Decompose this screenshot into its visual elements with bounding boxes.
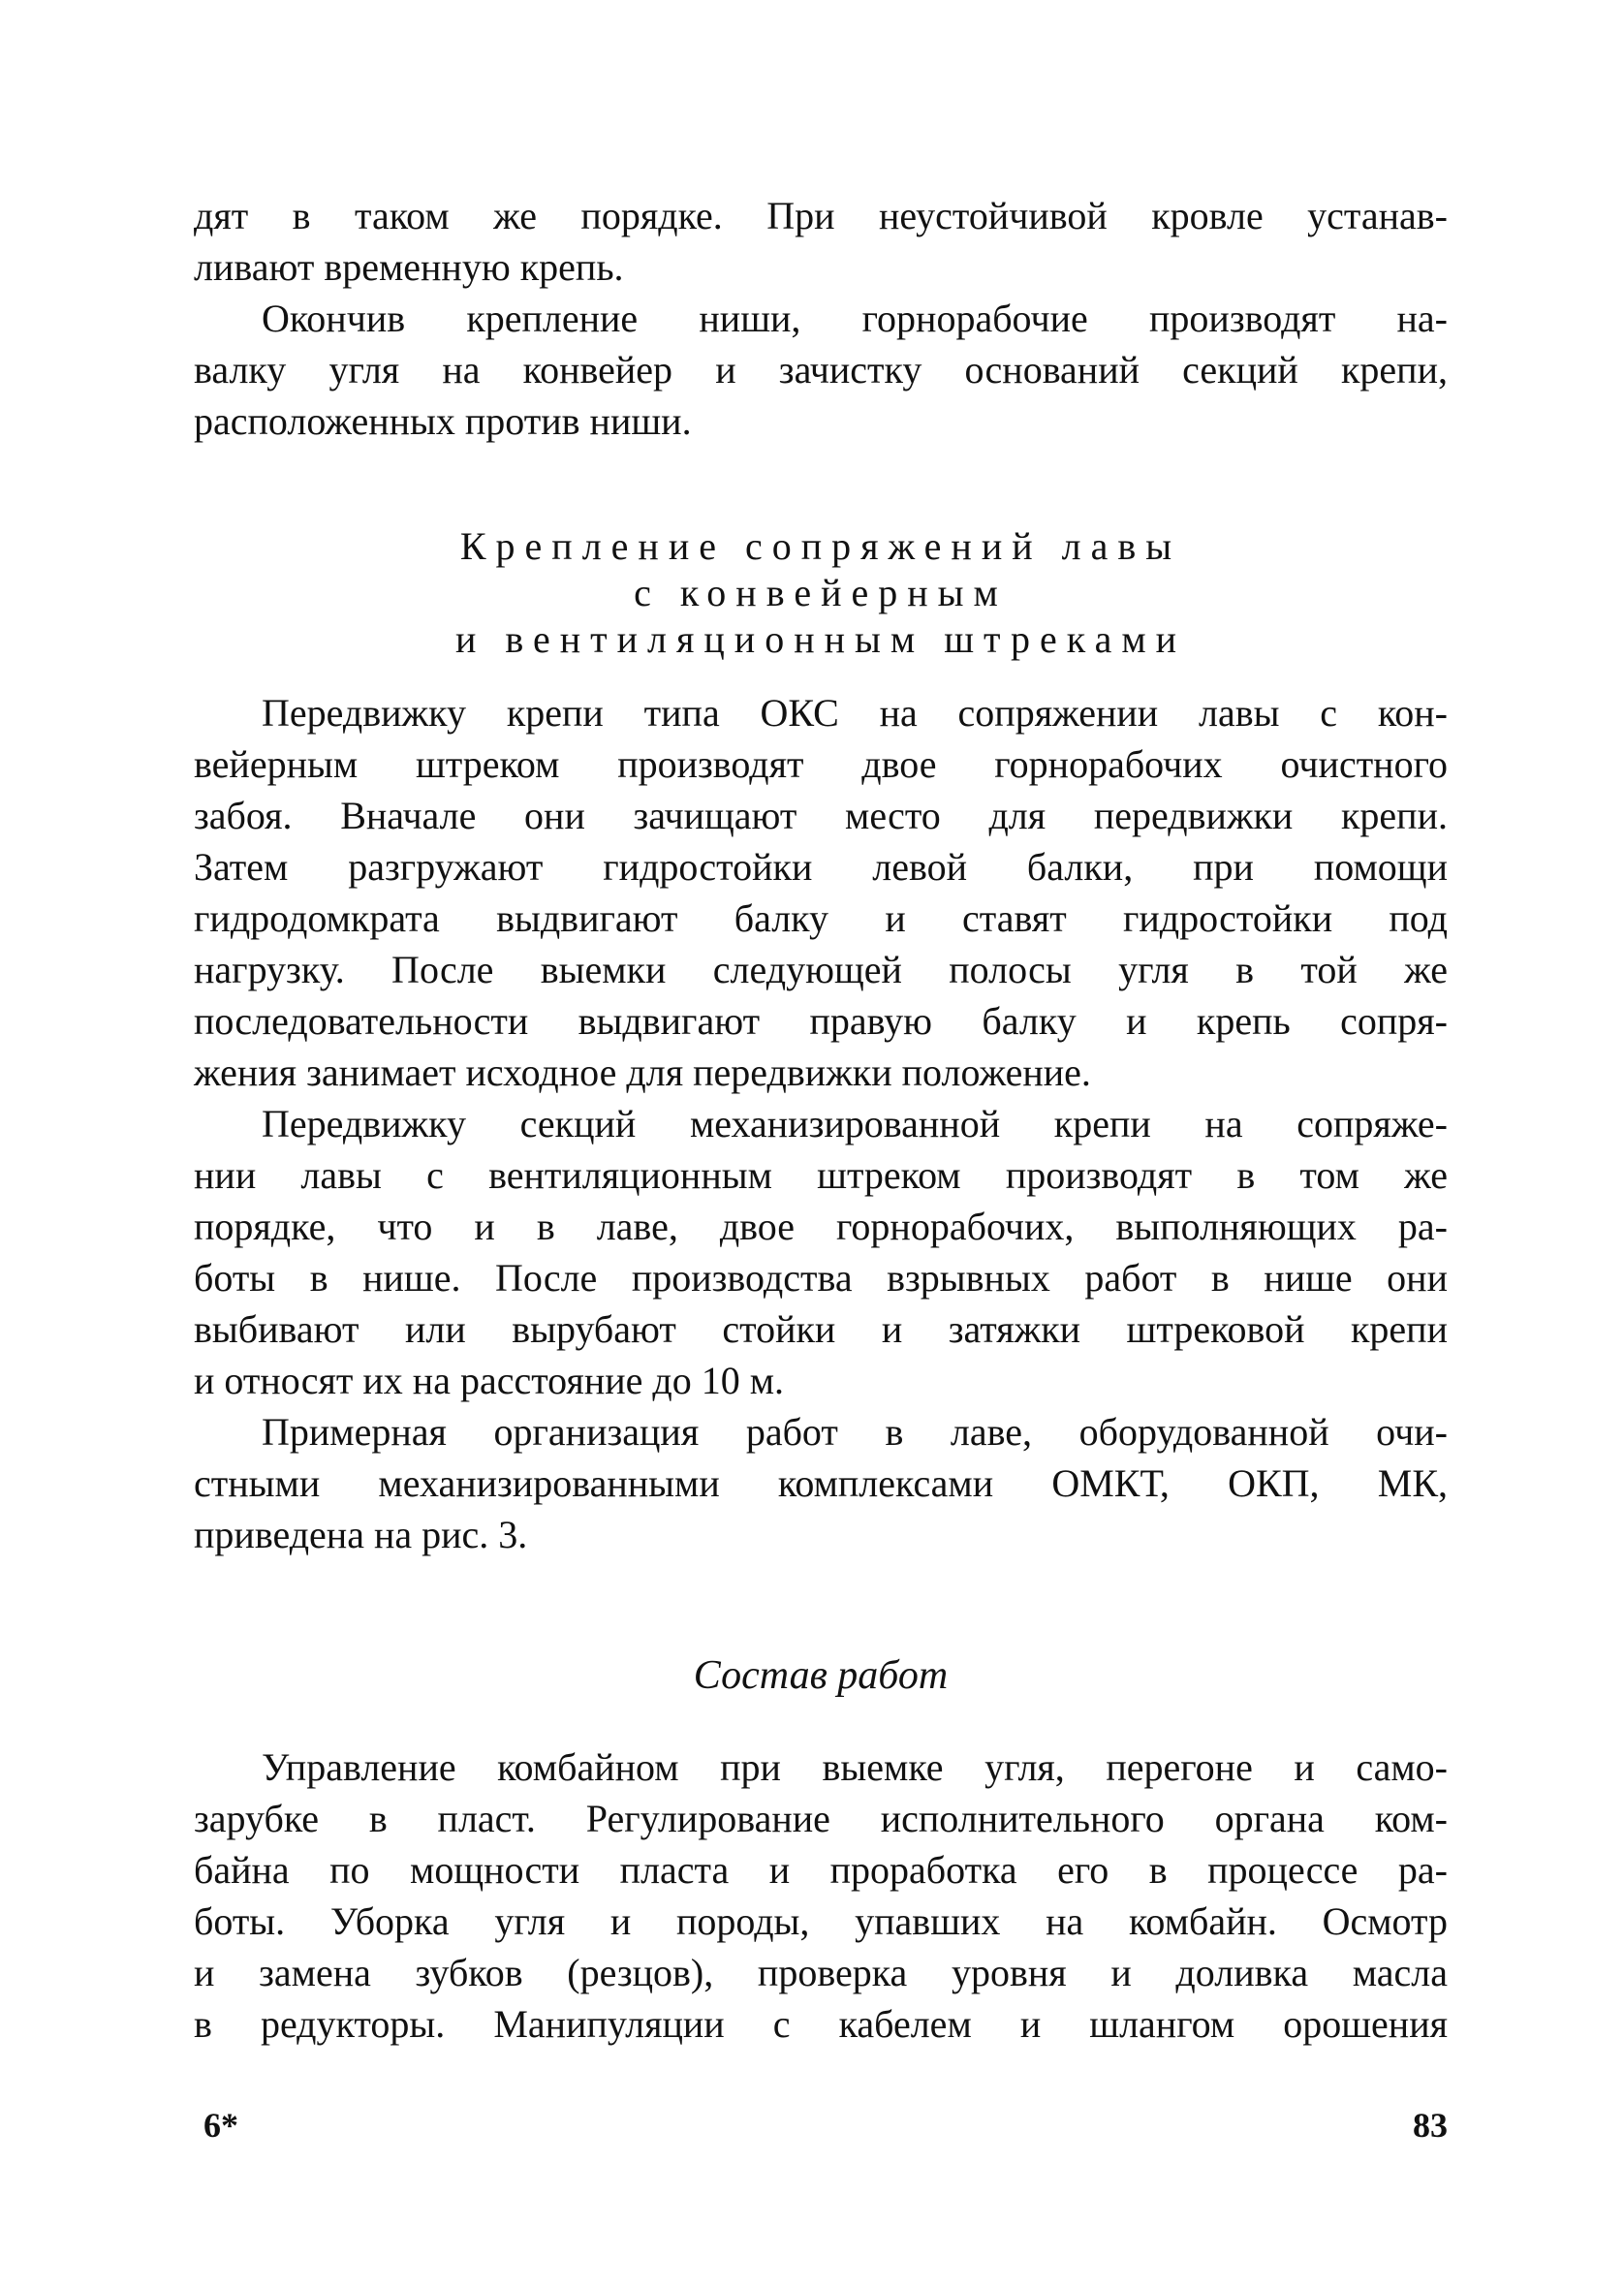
text-line: Управление комбайном при выемке угля, перегоне и само-: [262, 1745, 1448, 1789]
text-line: дят в таком же порядке. При неустойчивой кровле устанав-: [194, 194, 1448, 237]
paragraph-continuation: [194, 190, 1448, 293]
text-line: боты. Уборка угля и породы, упавших на комбайн. Осмотр: [194, 1899, 1448, 1943]
text-line: Примерная организация работ в лаве, оборудованной очи-: [262, 1410, 1448, 1454]
text-line: стными механизированными комплексами ОМКТ, ОКП, МК,: [194, 1461, 1448, 1505]
text-line: валку угля на конвейер и зачистку оснований секций крепи,: [194, 348, 1448, 392]
text-line: боты в нише. После производства взрывных работ в нише они: [194, 1256, 1448, 1300]
heading-line: и вентиляционным штреками: [454, 617, 1187, 661]
text-line: расположенных против ниши.: [194, 399, 692, 443]
subheading: Состав работ: [693, 1653, 949, 1698]
text-line: Затем разгружают гидростойки левой балки, при помощи: [194, 845, 1448, 889]
section-heading: [194, 523, 1448, 663]
paragraph-organization: [194, 1406, 1448, 1560]
paragraph-niche: [194, 293, 1448, 447]
text-line: ливают временную крепь.: [194, 245, 624, 289]
paragraph-works: [194, 1741, 1448, 2050]
text-line: нии лавы с вентиляционным штреком производят в том же: [194, 1153, 1448, 1197]
paragraph-oks-support: [194, 687, 1448, 1098]
text-line: Окончив крепление ниши, горнорабочие производят на-: [262, 297, 1448, 340]
text-line: порядке, что и в лаве, двое горнорабочих, выполняющих ра-: [194, 1205, 1448, 1248]
subheading-block: [194, 1648, 1448, 1703]
paragraph-sections: [194, 1098, 1448, 1406]
text-line: жения занимает исходное для передвижки положение.: [194, 1050, 1091, 1094]
heading-line: Крепление сопряжений лавы: [459, 524, 1182, 568]
heading-line: с конвейерным: [634, 571, 1008, 614]
text-line: приведена на рис. 3.: [194, 1513, 528, 1556]
signature-mark: 6*: [203, 2106, 238, 2145]
text-line: нагрузку. После выемки следующей полосы угля в той же: [194, 948, 1448, 991]
text-line: вейерным штреком производят двое горнорабочих очистного: [194, 742, 1448, 786]
text-line: и относят их на расстояние до 10 м.: [194, 1359, 785, 1402]
text-line: Передвижку крепи типа ОКС на сопряжении лавы с кон-: [262, 691, 1448, 735]
text-line: забоя. Вначале они зачищают место для передвижки крепи.: [194, 794, 1448, 837]
text-line: последовательности выдвигают правую балку и крепь сопря-: [194, 999, 1448, 1043]
text-line: Передвижку секций механизированной крепи на сопряже-: [262, 1102, 1448, 1145]
text-line: и замена зубков (резцов), проверка уровня и доливка масла: [194, 1951, 1448, 1994]
text-line: в редукторы. Манипуляции с кабелем и шлангом орошения: [194, 2002, 1448, 2046]
text-line: зарубке в пласт. Регулирование исполнительного органа ком-: [194, 1797, 1448, 1840]
text-line: гидродомкрата выдвигают балку и ставят гидростойки под: [194, 896, 1448, 940]
page-number: 83: [1413, 2106, 1448, 2145]
text-line: байна по мощности пласта и проработка его в процессе ра-: [194, 1848, 1448, 1892]
text-line: выбивают или вырубают стойки и затяжки штрековой крепи: [194, 1307, 1448, 1351]
